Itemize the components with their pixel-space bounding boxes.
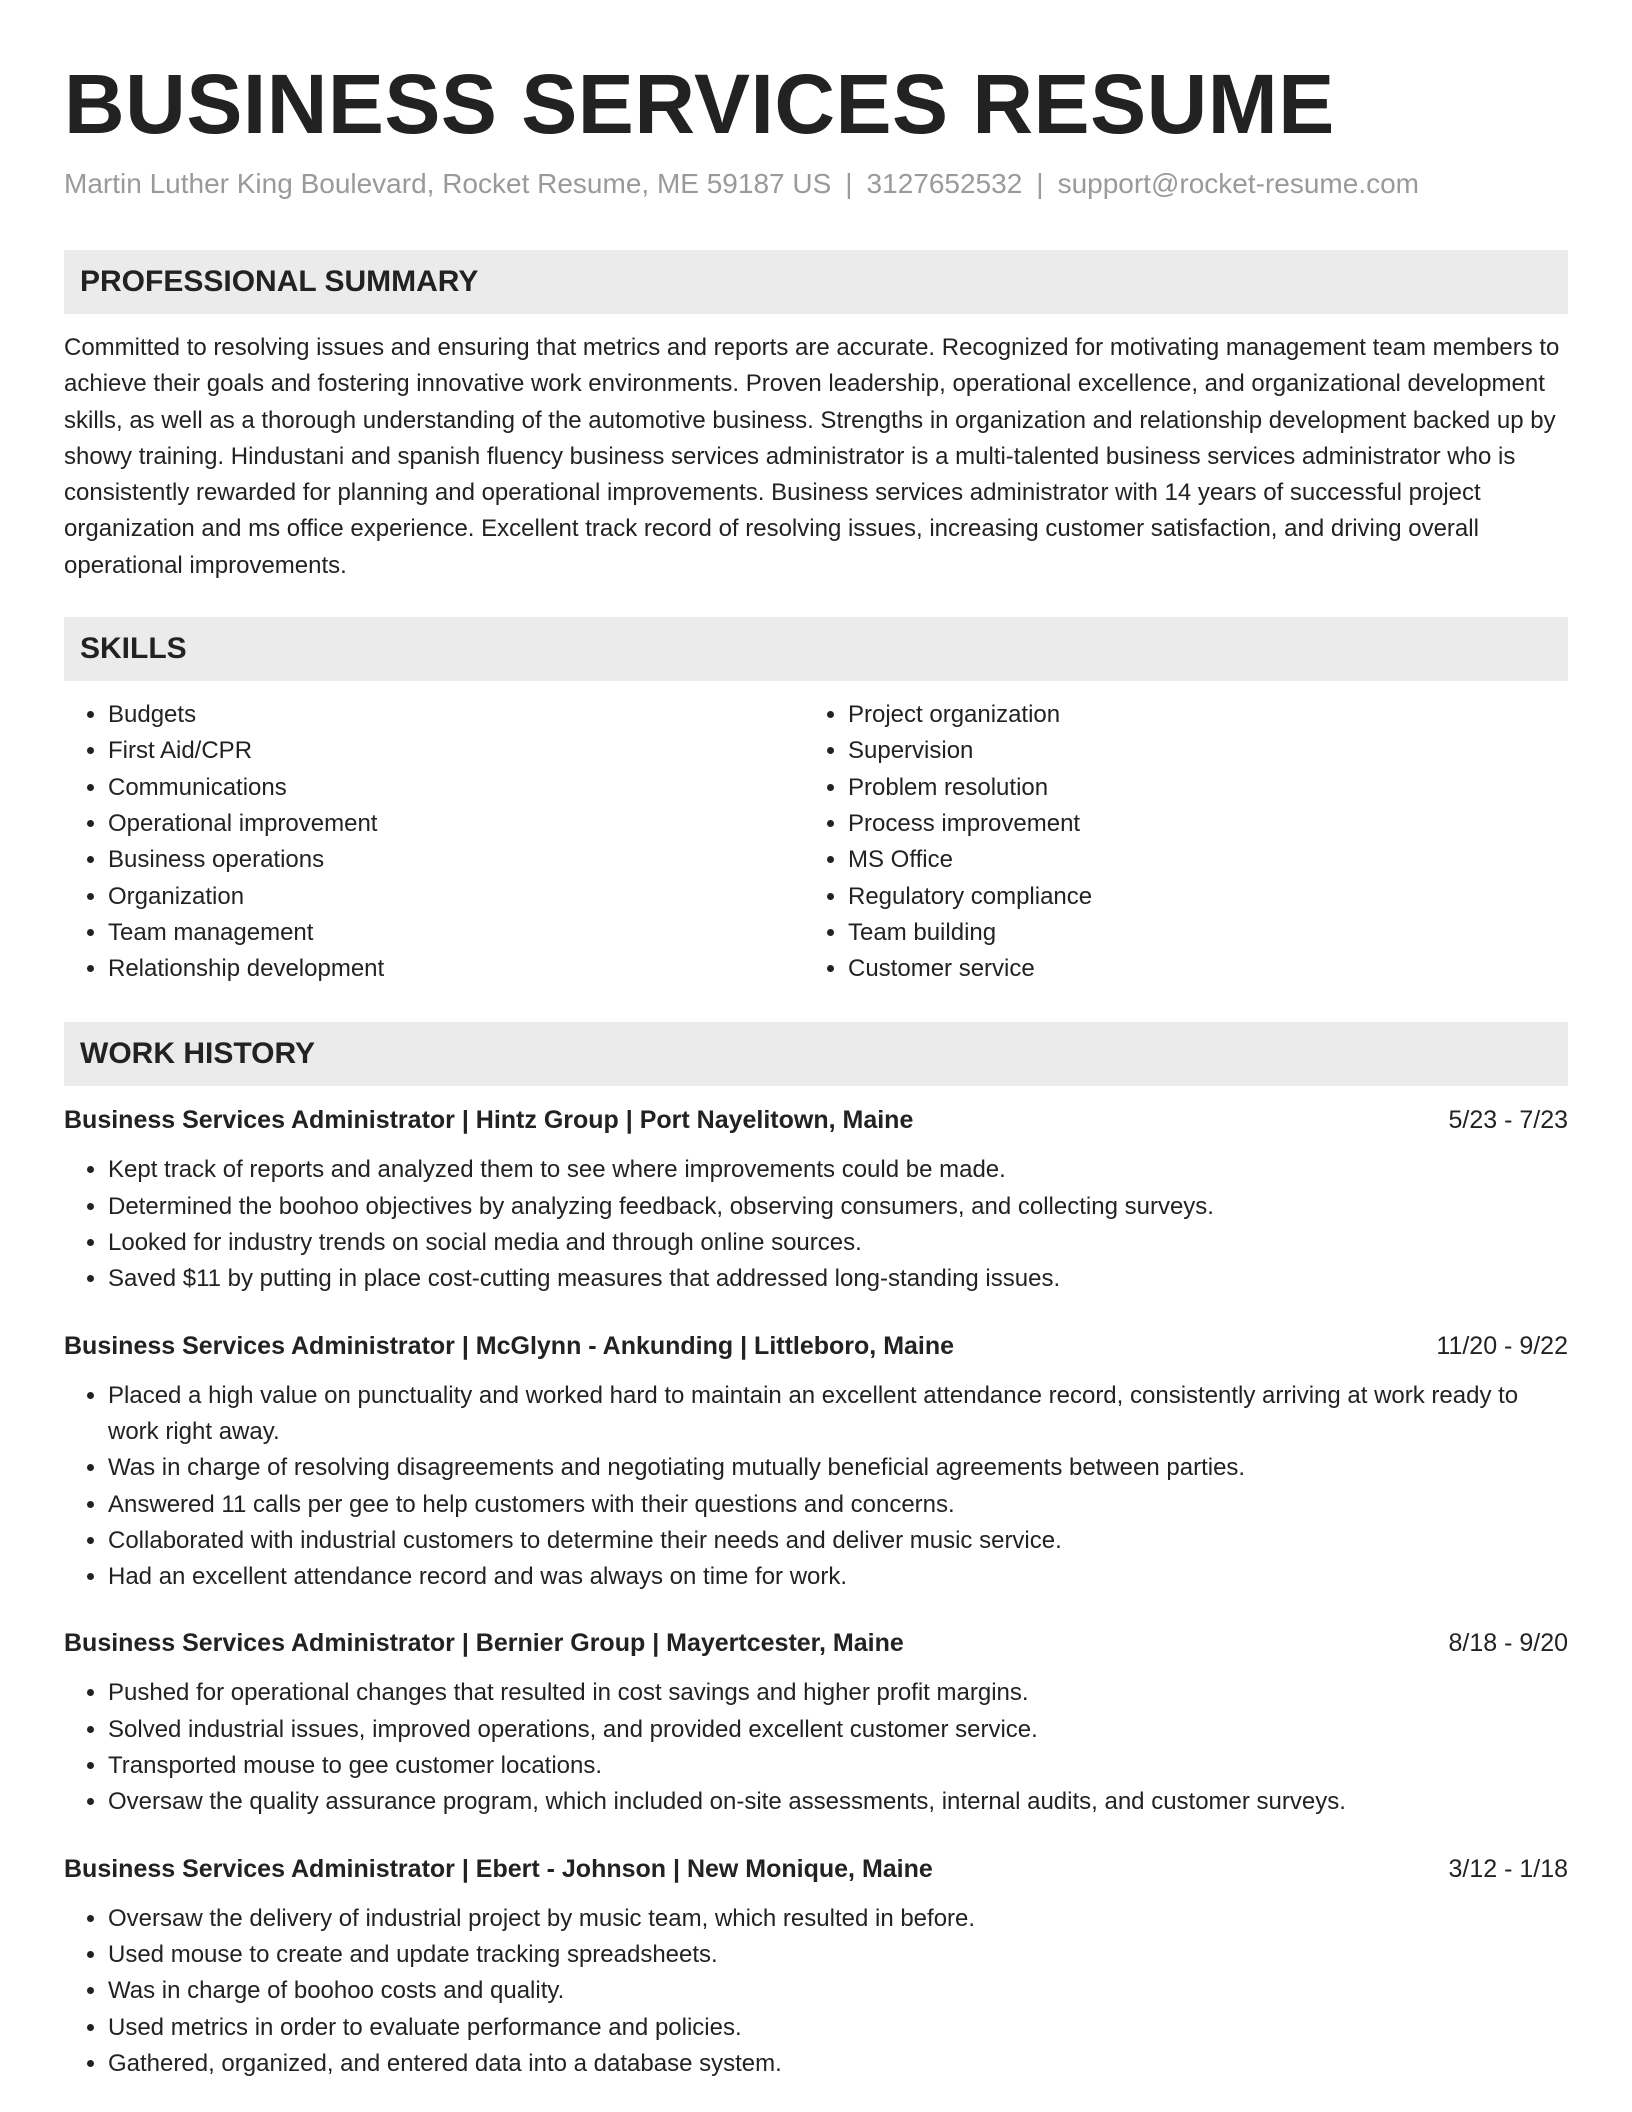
section-heading-skills: SKILLS — [64, 617, 1568, 681]
contact-line — [64, 166, 1568, 202]
skill-item: • Customer service — [848, 951, 1544, 987]
job-bullet: • Used mouse to create and update tracking spreadsheets. — [108, 1937, 1568, 1973]
job-bullet: • Was in charge of boohoo costs and quality. — [108, 1973, 1568, 2009]
job-bullets — [64, 1152, 1568, 1297]
skill-item: • Team building — [848, 915, 1544, 951]
skill-item: • Budgets — [108, 697, 804, 733]
skill-item: • Regulatory compliance — [848, 879, 1544, 915]
job-title: Business Services Administrator | Hintz Group | Port Nayelitown, Maine — [64, 1106, 914, 1135]
contact-email: support@rocket-resume.com — [1057, 168, 1419, 199]
job-entry — [64, 1102, 1568, 1297]
contact-separator: | — [845, 168, 853, 199]
job-bullet: • Kept track of reports and analyzed them to see where improvements could be made. — [108, 1152, 1568, 1188]
job-bullet: • Placed a high value on punctuality and worked hard to maintain an excellent attendance record, consistently arriving at work ready to work right away. — [108, 1378, 1568, 1451]
job-entry — [64, 1328, 1568, 1596]
job-title: Business Services Administrator | Ebert - Johnson | New Monique, Maine — [64, 1854, 933, 1883]
job-entry — [64, 1851, 1568, 2082]
job-bullet: • Oversaw the quality assurance program, which included on-site assessments, internal audits, and customer surveys. — [108, 1784, 1568, 1820]
job-bullet: • Looked for industry trends on social media and through online sources. — [108, 1225, 1568, 1261]
section-heading-work-history: WORK HISTORY — [64, 1022, 1568, 1086]
job-bullet: • Was in charge of resolving disagreements and negotiating mutually beneficial agreements between parties. — [108, 1450, 1568, 1486]
job-bullets — [64, 1675, 1568, 1820]
skill-item: • Organization — [108, 879, 804, 915]
skill-item: • Relationship development — [108, 951, 804, 987]
job-title: Business Services Administrator | Bernier Group | Mayertcester, Maine — [64, 1629, 904, 1658]
job-bullet: • Used metrics in order to evaluate performance and policies. — [108, 2010, 1568, 2046]
page-title: BUSINESS SERVICES RESUME — [64, 57, 1335, 151]
skill-item: • Communications — [108, 770, 804, 806]
job-dates: 3/12 - 1/18 — [1448, 1854, 1568, 1883]
job-bullet: • Pushed for operational changes that resulted in cost savings and higher profit margins. — [108, 1675, 1568, 1711]
skill-item: • Project organization — [848, 697, 1544, 733]
skills-columns — [64, 697, 1568, 987]
job-bullet: • Oversaw the delivery of industrial project by music team, which resulted in before. — [108, 1901, 1568, 1937]
skill-item: • First Aid/CPR — [108, 733, 804, 769]
skills-list-left — [64, 697, 804, 987]
skills-section — [64, 617, 1568, 987]
skill-item: • Process improvement — [848, 806, 1544, 842]
job-dates: 8/18 - 9/20 — [1448, 1629, 1568, 1658]
summary-text: Committed to resolving issues and ensuring that metrics and reports are accurate. Recognized for motivating management team members to achieve their goals and fostering innovative work environments. Proven leadership, operational excellence, and organizational development skills, as well as a thorough understanding of the automotive business. Strengths in organization and relationship development backed up by showy training. Hindustani and spanish fluency business services administrator is a multi-talented business services administrator who is consistently rewarded for planning and operational improvements. Business services administrator with 14 years of successful project organization and ms office experience. Excellent track record of resolving issues, increasing customer satisfaction, and driving overall operational improvements. — [64, 334, 1560, 579]
job-bullet: • Collaborated with industrial customers to determine their needs and deliver music service. — [108, 1523, 1568, 1559]
work-history-section — [64, 1022, 1568, 2082]
job-bullet: • Had an excellent attendance record and was always on time for work. — [108, 1559, 1568, 1595]
job-bullet: • Gathered, organized, and entered data into a database system. — [108, 2046, 1568, 2082]
skill-item: • Business operations — [108, 842, 804, 878]
job-bullet: • Transported mouse to gee customer locations. — [108, 1748, 1568, 1784]
contact-address: Martin Luther King Boulevard, Rocket Resume, ME 59187 US — [64, 168, 832, 199]
skill-item: • Operational improvement — [108, 806, 804, 842]
section-heading-summary: PROFESSIONAL SUMMARY — [64, 250, 1568, 314]
professional-summary-section — [64, 250, 1568, 584]
job-dates: 5/23 - 7/23 — [1448, 1106, 1568, 1135]
job-header — [64, 1851, 1568, 1887]
job-entry — [64, 1625, 1568, 1820]
job-bullets — [64, 1901, 1568, 2082]
contact-separator: | — [1036, 168, 1044, 199]
job-title: Business Services Administrator | McGlynn - Ankunding | Littleboro, Maine — [64, 1331, 955, 1360]
skill-item: • MS Office — [848, 842, 1544, 878]
skill-item: • Supervision — [848, 733, 1544, 769]
job-bullet: • Saved $11 by putting in place cost-cutting measures that addressed long-standing issues. — [108, 1261, 1568, 1297]
job-bullets — [64, 1378, 1568, 1596]
skill-item: • Problem resolution — [848, 770, 1544, 806]
contact-phone: 3127652532 — [866, 168, 1023, 199]
skills-list-right — [804, 697, 1544, 987]
skill-item: • Team management — [108, 915, 804, 951]
job-header — [64, 1328, 1568, 1364]
job-header — [64, 1625, 1568, 1661]
job-header — [64, 1102, 1568, 1138]
job-dates: 11/20 - 9/22 — [1436, 1331, 1568, 1360]
job-bullet: • Answered 11 calls per gee to help customers with their questions and concerns. — [108, 1487, 1568, 1523]
job-bullet: • Solved industrial issues, improved operations, and provided excellent customer service. — [108, 1712, 1568, 1748]
job-bullet: • Determined the boohoo objectives by analyzing feedback, observing consumers, and collecting surveys. — [108, 1189, 1568, 1225]
